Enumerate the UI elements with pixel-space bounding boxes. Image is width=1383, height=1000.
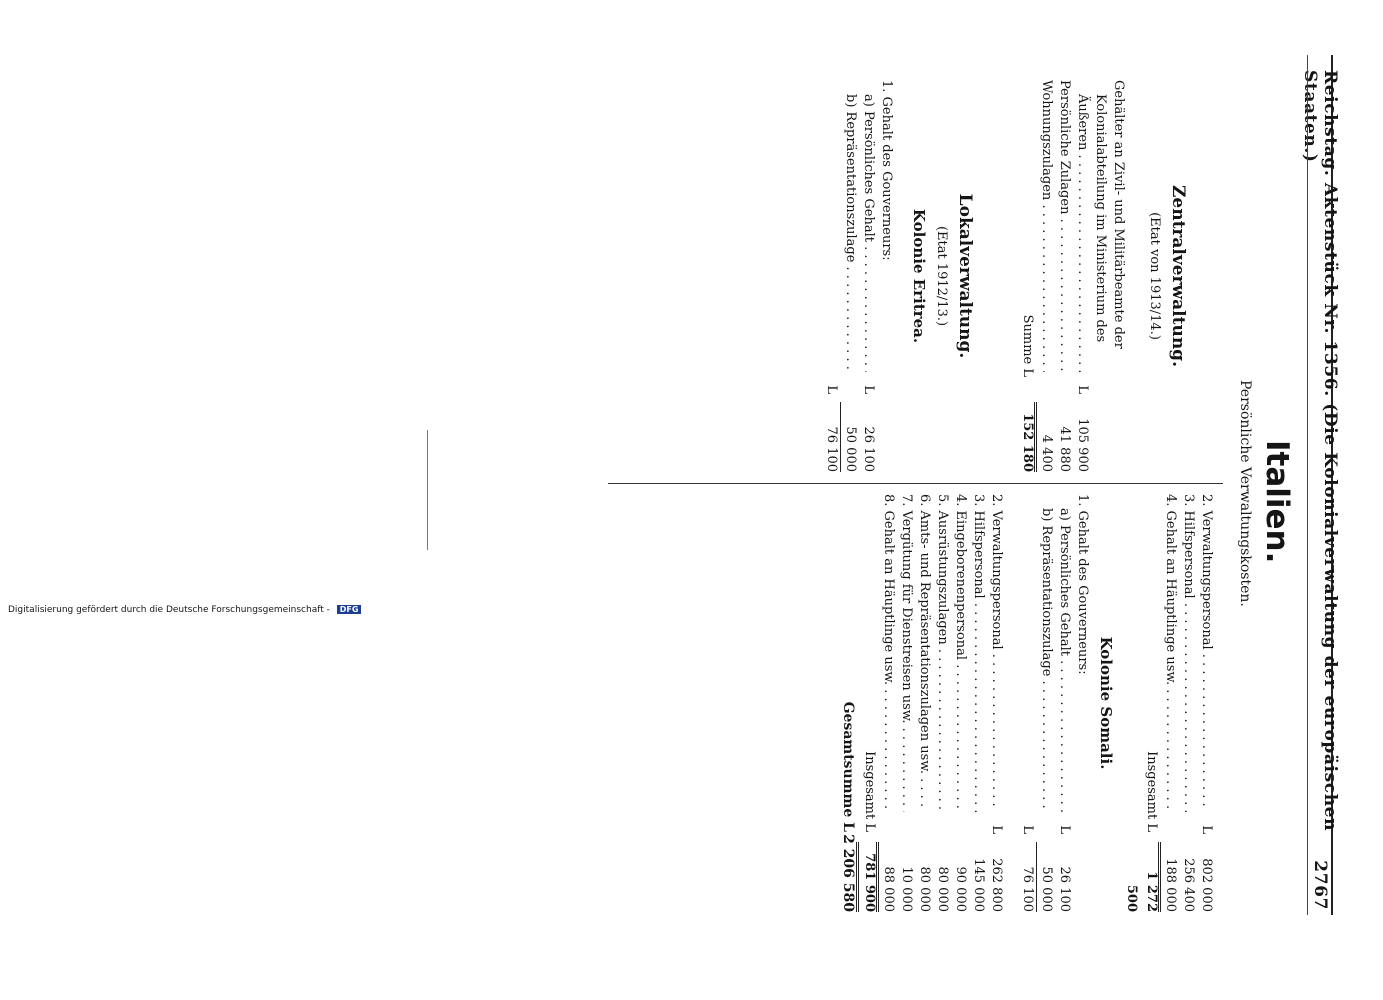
row-amount: 76 100 (824, 426, 839, 472)
row-label: a) Persönliches Gehalt . . . (859, 94, 877, 372)
table-row (1073, 494, 1091, 912)
row-label: 7. Vergütung für Dienstreisen usw. . . . (897, 494, 915, 812)
row-label: 1. Gehalt des Gouverneurs: (879, 80, 894, 261)
somali-subtotal-row (1017, 494, 1037, 912)
table-row (879, 494, 897, 912)
table-row (987, 494, 1005, 912)
page-title: Italien. (1259, 440, 1295, 564)
eritrea-heading: Kolonie Eritrea. (910, 208, 928, 344)
row-label: b) Repräsentationszulage . . . (1037, 508, 1055, 812)
row-label: 4. Gehalt an Häuptlinge usw. . . . (1161, 494, 1179, 812)
row-label: 5. Ausrüstungszulagen . . . (933, 494, 951, 812)
row-amount: 76 100 (1020, 866, 1035, 912)
local-heading: Lokalverwaltung. (955, 193, 975, 359)
central-administration-section (1147, 80, 1188, 472)
row-label: Wohnungszulagen . . . (1037, 80, 1055, 372)
table-row (1055, 80, 1073, 472)
total-label: Insgesamt L (1144, 751, 1159, 832)
grand-total-amount: 2 206 580 (840, 834, 856, 912)
row-label: a) Persönliches Gehalt . . . (1055, 508, 1073, 812)
table-row (951, 494, 969, 912)
table-row (1179, 494, 1197, 912)
table-row (915, 494, 933, 912)
row-label: 6. Amts- und Repräsentationszulagen usw. . . . (915, 494, 933, 812)
page-number: 2767 (1310, 860, 1330, 910)
row-currency: L (1075, 385, 1090, 394)
row-currency: L (989, 825, 1004, 834)
central-rows (1017, 80, 1127, 472)
row-label: Gehälter an Zivil- und Militärbeamte der (1111, 80, 1126, 349)
row-amount: 80 000 (935, 866, 950, 912)
table-row (1055, 494, 1073, 912)
header-rule-bottom (1307, 55, 1308, 915)
row-label: b) Repräsentationszulage . . . (841, 94, 859, 372)
row-amount: 41 880 (1057, 426, 1072, 472)
row-amount: 4 400 (1034, 402, 1055, 472)
local-etat: (Etat 1912/13.) (934, 225, 949, 327)
row-amount: 145 000 (971, 858, 986, 912)
table-row (1037, 80, 1055, 472)
row-amount: 262 800 (989, 858, 1004, 912)
table-row (841, 80, 859, 472)
table-row (1109, 80, 1127, 472)
row-amount: 26 100 (861, 426, 876, 472)
sum-label: Summe L (1020, 314, 1035, 377)
central-etat: (Etat von 1913/14.) (1147, 212, 1162, 340)
somali-rows-continued (837, 494, 1005, 912)
total-label: Insgesamt L (862, 751, 877, 832)
table-row (1197, 494, 1215, 912)
row-label: 4. Eingeborenenpersonal . . . (951, 494, 969, 812)
row-label: Kolonialabteilung im Ministerium des (1093, 94, 1108, 343)
row-amount: 90 000 (953, 866, 968, 912)
table-row (1037, 494, 1055, 912)
margin-line (427, 430, 428, 550)
row-amount: 50 000 (840, 402, 859, 472)
page-subtitle: Persönliche Verwaltungskosten. (1237, 380, 1253, 607)
running-head (1300, 70, 1340, 910)
somali-rows (1017, 494, 1091, 912)
digitization-footer (8, 605, 361, 615)
total-amount: 781 900 (856, 842, 879, 912)
row-amount: 256 400 (1181, 858, 1196, 912)
row-amount: 50 000 (1036, 842, 1055, 912)
eritrea-subtotal-row (821, 80, 841, 472)
table-row (969, 494, 987, 912)
row-currency: L (824, 385, 839, 394)
row-amount: 105 900 (1075, 418, 1090, 472)
dfg-logo: DFG (337, 605, 362, 614)
running-head-title: Reichstag. Aktenstück Nr. 1356. (Die Kolonialverwaltung der europäischen Staaten.) (1300, 70, 1340, 832)
grand-total-label: Gesamtsumme L (840, 701, 856, 832)
row-amount: 188 000 (1158, 842, 1179, 912)
row-currency: L (861, 385, 876, 394)
footer-text: Digitalisierung gefördert durch die Deutsche Forschungsgemeinschaft - (8, 605, 330, 615)
local-administration-section (910, 80, 975, 472)
table-row (859, 80, 877, 472)
grand-total-row (837, 494, 859, 912)
eritrea-continued-rows (1124, 494, 1215, 912)
somali-section (1097, 494, 1115, 912)
table-row (897, 494, 915, 912)
row-label: 3. Hilfspersonal . . . (1179, 494, 1197, 812)
somali-total-row (859, 494, 879, 912)
row-currency: L (1199, 825, 1214, 834)
row-amount: 80 000 (917, 866, 932, 912)
row-label: 8. Gehalt an Häuptlinge usw. . . . (879, 494, 897, 812)
row-label: Äußeren . . . (1073, 94, 1091, 372)
row-label: 2. Verwaltungspersonal . . . (987, 494, 1005, 812)
row-label: 2. Verwaltungspersonal . . . (1197, 494, 1215, 812)
row-label: 1. Gehalt des Gouverneurs: (1075, 494, 1090, 675)
row-label: Persönliche Zulagen . . . (1055, 80, 1073, 372)
central-heading: Zentralverwaltung. (1168, 184, 1188, 367)
row-amount: 26 100 (1057, 866, 1072, 912)
table-row (933, 494, 951, 912)
eritrea-rows (821, 80, 895, 472)
table-row (1073, 80, 1091, 472)
sum-amount: 152 180 (1020, 413, 1035, 472)
table-row (877, 80, 895, 472)
table-row (1091, 80, 1109, 472)
row-label: 3. Hilfspersonal . . . (969, 494, 987, 812)
column-divider (608, 483, 1223, 484)
somali-heading: Kolonie Somali. (1097, 636, 1115, 770)
row-amount: 88 000 (876, 842, 897, 912)
central-sum-row (1017, 80, 1037, 472)
table-row (1161, 494, 1179, 912)
row-currency: L (1020, 825, 1035, 834)
row-amount: 10 000 (899, 866, 914, 912)
row-amount: 802 000 (1199, 858, 1214, 912)
row-currency: L (1057, 825, 1072, 834)
eritrea-total-row (1124, 494, 1161, 912)
total-amount: 1 272 500 (1124, 871, 1159, 912)
